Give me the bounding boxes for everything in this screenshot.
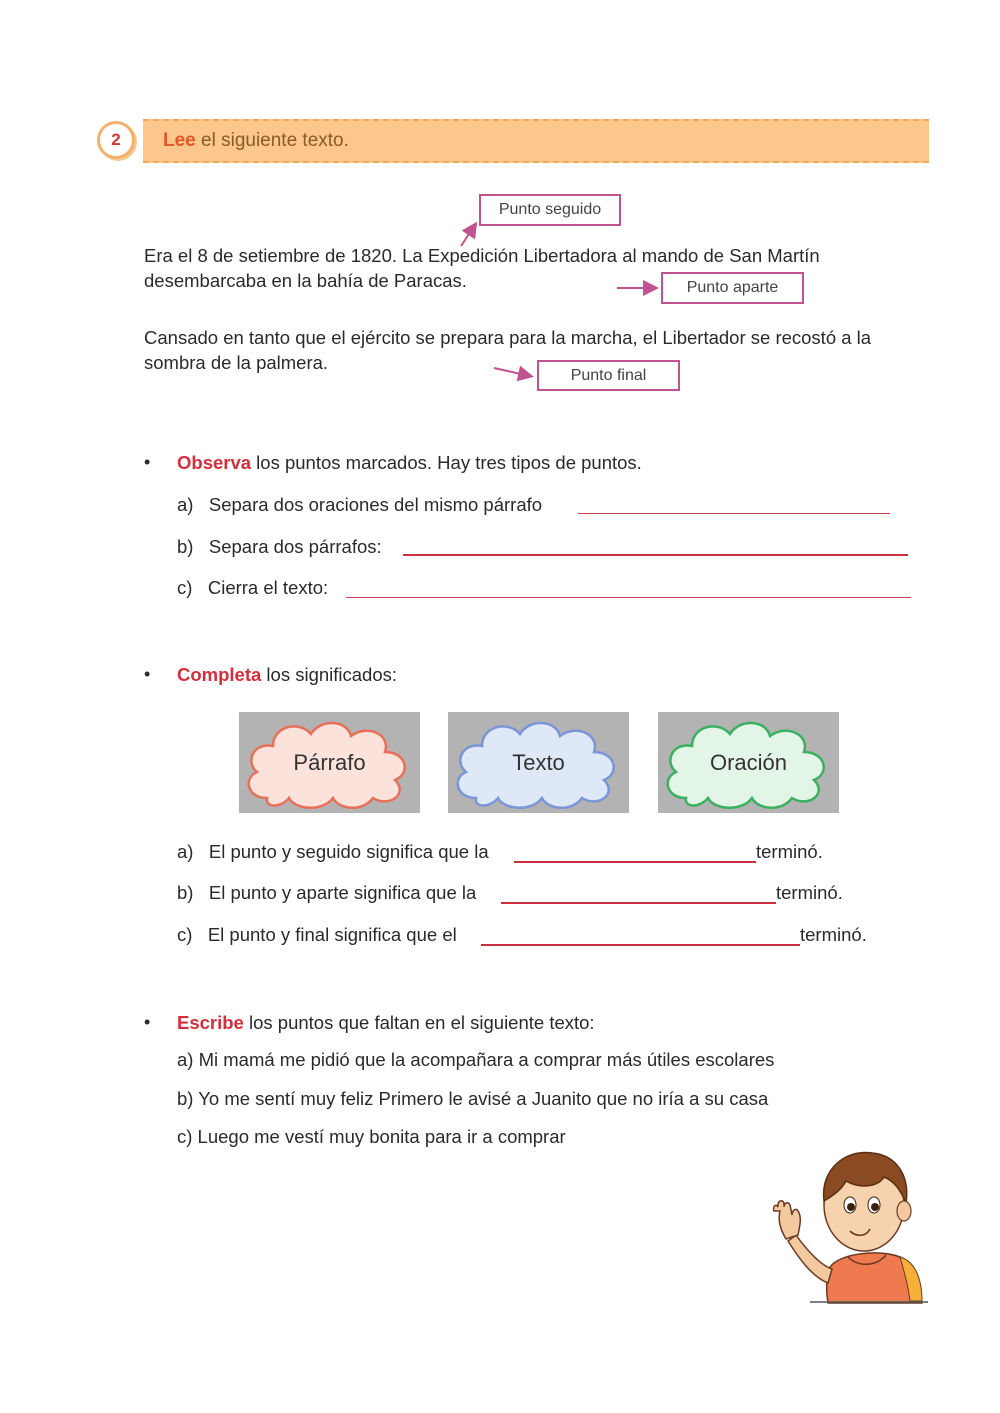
blank-line-b[interactable] xyxy=(501,901,776,904)
item-letter: b) xyxy=(177,882,194,903)
item-letter: b) xyxy=(177,536,194,557)
instruction-keyword: Lee xyxy=(163,130,196,151)
observa-item-b xyxy=(177,536,382,558)
completa-item-b xyxy=(177,882,476,904)
keyword-observa: Observa xyxy=(177,452,252,473)
item-letter: a) xyxy=(177,841,194,862)
reading-paragraph-1: Era el 8 de setiembre de 1820. La Expedición Libertadora al mando de San Martín desembarcaba en la bahía de Paracas. xyxy=(144,245,820,291)
item-text: El punto y final significa que el xyxy=(207,924,457,945)
answer-line-c[interactable] xyxy=(346,596,911,598)
note-punto-final: Punto final xyxy=(537,360,680,391)
escribe-item-b: b) Yo me sentí muy feliz Primero le avisé a Juanito que no iría a su casa xyxy=(177,1088,769,1109)
item-text: Separa dos oraciones del mismo párrafo xyxy=(208,494,543,515)
completa-item-c xyxy=(177,924,457,946)
bullet-1: • xyxy=(144,452,151,472)
completa-item-a xyxy=(177,841,489,863)
item-letter: c) xyxy=(177,924,193,945)
section-completa xyxy=(177,664,397,686)
note-punto-aparte: Punto aparte xyxy=(661,272,804,304)
section-completa-text: los significados: xyxy=(261,664,398,685)
cloud-parrafo xyxy=(239,712,420,813)
item-text: Separa dos párrafos: xyxy=(208,536,382,557)
cloud-oracion xyxy=(658,712,839,813)
bullet-3: • xyxy=(144,1012,151,1032)
answer-line-a[interactable] xyxy=(578,512,890,514)
answer-line-b[interactable] xyxy=(403,553,908,556)
exercise-number-badge: 2 xyxy=(97,121,135,159)
observa-item-a xyxy=(177,494,542,516)
reading-paragraph-2: Cansado en tanto que el ejército se prepara para la marcha, el Libertador se recostó a la sombra de la palmera. xyxy=(144,327,872,373)
keyword-escribe: Escribe xyxy=(177,1012,244,1033)
cloud-label-texto: Texto xyxy=(512,749,565,775)
section-escribe-text: los puntos que faltan en el siguiente texto: xyxy=(243,1012,595,1033)
waving-boy-illustration xyxy=(750,1145,930,1305)
section-observa-text: los puntos marcados. Hay tres tipos de puntos. xyxy=(251,452,642,473)
completa-item-c-end: terminó. xyxy=(800,924,867,945)
item-text: El punto y aparte significa que la xyxy=(208,882,477,903)
completa-item-b-end: terminó. xyxy=(776,882,843,903)
blank-line-a[interactable] xyxy=(514,860,756,863)
keyword-completa: Completa xyxy=(177,664,262,685)
note-punto-seguido: Punto seguido xyxy=(479,194,621,226)
section-observa xyxy=(177,452,642,474)
instruction-rest: el siguiente texto. xyxy=(195,130,349,151)
completa-item-a-end: terminó. xyxy=(756,841,823,862)
section-escribe xyxy=(177,1012,595,1034)
item-letter: a) xyxy=(177,494,194,515)
cloud-texto xyxy=(448,712,629,813)
blank-line-c[interactable] xyxy=(481,943,800,946)
item-letter: c) xyxy=(177,577,193,598)
escribe-item-a: a) Mi mamá me pidió que la acompañara a comprar más útiles escolares xyxy=(177,1049,775,1070)
cloud-label-parrafo: Párrafo xyxy=(293,749,366,775)
escribe-item-c: c) Luego me vestí muy bonita para ir a comprar xyxy=(177,1126,566,1147)
item-text: El punto y seguido significa que la xyxy=(208,841,489,862)
observa-item-c xyxy=(177,577,328,599)
item-text: Cierra el texto: xyxy=(207,577,329,598)
bullet-2: • xyxy=(144,664,151,684)
cloud-label-oracion: Oración xyxy=(709,749,788,775)
